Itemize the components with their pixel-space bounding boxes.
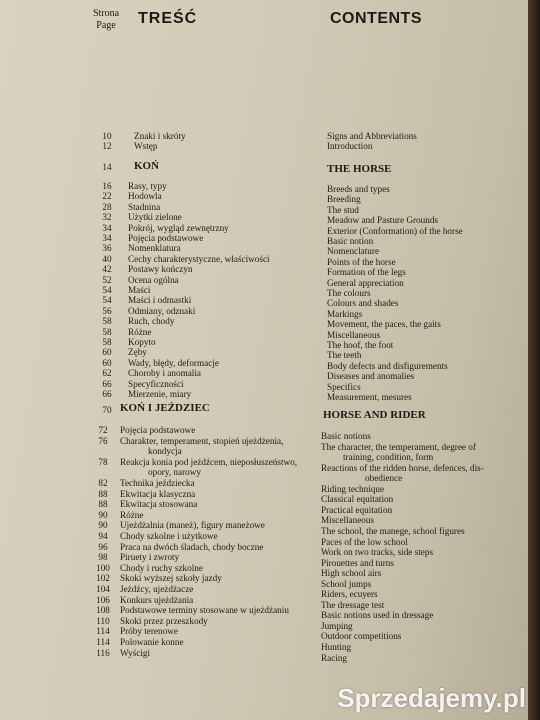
page-column-header [88,8,124,32]
toc-page-number: 114 [96,626,110,637]
toc-entry-pl: Wstęp [134,141,158,151]
toc-entry-pl: Odmiany, odznaki [128,306,196,316]
toc-page-number: 54 [102,285,112,295]
toc-entry-en: Outdoor competitions [321,631,402,641]
toc-entry-pl: Chody i ruchy szkolne [120,562,203,573]
toc-entry-pl: Choroby i anomalia [128,368,201,378]
toc-entry-pl: kondycja [148,446,182,457]
toc-entry-en: Colours and shades [327,298,399,308]
toc-entry-en: Hunting [321,642,352,652]
toc-page-number: 42 [102,264,112,274]
toc-entry-en: Racing [321,653,348,663]
toc-entry-en: Exterior (Conformation) of the horse [327,226,463,236]
toc-page-number: 22 [102,191,112,201]
toc-page-number: 98 [98,552,108,563]
toc-entry-en: The character, the temperament, degree of [321,442,476,452]
toc-page-number: 108 [96,605,110,616]
toc-entry-pl: Charakter, temperament, stopień ujeżdżenia, [120,435,284,446]
toc-entry-pl: Użytki zielone [128,212,182,222]
toc-entry-pl: Ekwitacja stosowana [120,499,198,510]
toc-entry-pl: Skoki wyższej szkoły jazdy [120,573,222,584]
toc-page-number: 12 [102,141,112,151]
toc-entry-pl: opory, narowy [148,467,201,478]
book-spine [528,0,540,720]
toc-page-number: 16 [102,181,112,191]
toc-entry-en: Paces of the low school [321,537,408,547]
toc-entry-pl: Różne [120,509,144,520]
toc-entry-pl: Piruety i zwroty [120,552,180,563]
toc-entry-en: Riding technique [321,484,385,494]
toc-entry-en: High school airs [321,568,382,578]
toc-page-number: 58 [102,337,112,347]
toc-page-number: 76 [98,435,108,446]
toc-entry-en: Points of the horse [327,257,396,267]
toc-entry-en: Movement, the paces, the gaits [327,319,441,329]
page-label: Page [96,20,116,31]
toc-entry-pl: Cechy charakterystyczne, właściwości [128,254,270,264]
toc-entry-en: Diseases and anomalies [327,371,415,381]
toc-entry-en: Basic notions used in dressage [321,610,434,620]
toc-entry-en: training, condition, form [343,452,434,462]
toc-entry-pl: Kopyto [128,337,156,347]
toc-page-number: 28 [102,202,112,212]
toc-page-number: 34 [102,223,112,233]
section-title-pl: KOŃ I JEŹDZIEC [120,402,210,414]
toc-entry-pl: Stadnina [128,202,161,212]
toc-page-number: 96 [98,541,108,552]
toc-page-number: 52 [102,275,112,285]
toc-entry-en: Nomenclature [327,246,380,256]
toc-entry-en: Formation of the legs [327,267,406,277]
toc-entry-pl: Pojęcia podstawowe [128,233,204,243]
toc-entry-en: The teeth [327,350,362,360]
section-page-number: 14 [102,162,112,172]
toc-entry-en: General appreciation [327,278,404,288]
toc-page-number: 62 [102,368,112,378]
toc-entry-pl: Ocena ogólna [128,275,179,285]
watermark-logo: Sprzedajemy.pl [337,683,526,713]
toc-page-number: 36 [102,243,112,253]
toc-entry-pl: Maści [128,285,151,295]
toc-entry-pl: Ekwitacja klasyczna [120,488,196,499]
toc-page-number: 58 [102,316,112,326]
toc-entry-en: Introduction [327,141,373,151]
toc-entry-pl: Technika jeździecka [120,478,195,488]
contents-title: CONTENTS [330,10,422,27]
toc-entry-en: Basic notion [327,236,374,246]
toc-entry-en: Specifics [327,382,361,392]
toc-page-number: 72 [98,425,108,435]
toc-entry-en: Miscellaneous [321,515,375,525]
toc-page-number: 90 [98,509,108,520]
toc-entry-en: Measurement, mesures [327,392,412,402]
toc-page-number: 106 [96,594,110,605]
toc-entry-pl: Hodowla [128,191,162,201]
toc-page-number: 100 [96,562,110,573]
toc-page-number: 66 [102,379,112,389]
tresc-title: TREŚĆ [138,10,198,27]
toc-entry-en: Reactions of the ridden horse, defences, dis- [321,463,484,473]
toc-page-number: 66 [102,389,112,399]
toc-entry-pl: Konkurs ujeżdżania [120,594,194,605]
toc-page-number: 54 [102,295,112,305]
toc-entry-en: The stud [327,205,359,215]
toc-entry-pl: Nomenklatura [128,243,181,253]
toc-page-number: 88 [98,488,108,499]
toc-entry-en: Basic notions [321,431,371,441]
toc-entry-en: Markings [327,309,363,319]
toc-entry-pl: Maści i odmastki [128,295,192,305]
toc-entry-pl: Postawy kończyn [128,264,193,274]
toc-entry-pl: Podstawowe terminy stosowane w ujeżdżaniu [120,605,289,616]
toc-entry-en: Classical equitation [321,494,394,504]
toc-entry-pl: Reakcja konia pod jeźdźcem, nieposłuszeństwo, [120,456,298,467]
toc-entry-pl: Mierzenie, miary [128,389,192,399]
toc-entry-pl: Ujeżdżalnia (maneż), figury maneżowe [120,520,265,531]
toc-entry-pl: Wady, błędy, deformacje [128,358,219,368]
toc-entry-en: Jumping [321,621,353,631]
toc-entry-en: The dressage test [321,600,385,610]
toc-page-number: 102 [96,573,110,584]
toc-entry-pl: Praca na dwóch śladach, chody boczne [120,541,264,552]
toc-entry-en: Riders, ecuyers [321,589,378,599]
toc-entry-pl: Skoki przez przeszkody [120,615,208,626]
toc-entry-pl: Jeźdźcy, ujeżdżacze [120,584,194,594]
toc-page-number: 104 [96,584,110,594]
toc-page-number: 60 [102,358,112,368]
toc-page-number: 78 [98,456,108,467]
toc-entry-pl: Rasy, typy [128,181,167,191]
toc-entry-en: Miscellaneous [327,330,381,340]
toc-entry-en: Breeding [327,194,361,204]
toc-entry-en: Practical equitation [321,505,393,515]
toc-entry-en: Body defects and disfigurements [327,361,448,371]
toc-entry-pl: Zęby [128,347,147,357]
section-title-en: HORSE AND RIDER [323,409,426,421]
toc-entry-en: The hoof, the foot [327,340,394,350]
toc-page-number: 116 [96,647,110,658]
toc-page-number: 32 [102,212,112,222]
toc-entry-pl: Pokrój, wygląd zewnętrzny [128,223,229,233]
toc-entry-pl: Pojęcia podstawowe [120,425,196,435]
section-title-pl: KOŃ [134,160,160,172]
toc-page-number: 82 [98,478,108,488]
toc-page-number: 114 [96,637,110,647]
toc-entry-pl: Chody szkolne i użytkowe [120,531,218,541]
toc-entry-en: The school, the manege, school figures [321,526,465,536]
toc-entry-en: obedience [365,473,403,483]
toc-entry-en: Breeds and types [327,184,390,194]
toc-entry-pl: Próby terenowe [120,626,178,637]
toc-page-number: 88 [98,499,108,510]
toc-entry-en: The colours [327,288,371,298]
strona-label: Strona [92,8,120,19]
toc-entry-en: Work on two tracks, side steps [321,547,434,557]
toc-entry-en: Signs and Abbreviations [327,131,417,141]
toc-entry-pl: Ruch, chody [128,316,175,326]
toc-entry-pl: Polowanie konne [120,637,184,647]
toc-page-number: 40 [102,254,112,264]
section-page-number: 70 [102,405,112,415]
toc-entry-pl: Wyścigi [120,647,151,658]
toc-page-number: 60 [102,347,112,357]
toc-entry-pl: Znaki i skróty [134,131,186,141]
toc-page-number: 58 [102,327,112,337]
toc-page-number: 34 [102,233,112,243]
toc-entry-pl: Specyficzności [128,379,184,389]
toc-page-number: 10 [102,131,112,141]
toc-page-number: 90 [98,520,108,531]
toc-entry-en: Pirouettes and turns [321,558,394,568]
toc-page-number: 94 [98,531,108,541]
toc-entry-en: Meadow and Pasture Grounds [327,215,438,225]
toc-entry-en: School jumps [321,579,372,589]
toc-page-number: 56 [102,306,112,316]
section-title-en: THE HORSE [327,163,392,175]
toc-page-number: 110 [96,615,110,626]
toc-entry-pl: Różne [128,327,152,337]
